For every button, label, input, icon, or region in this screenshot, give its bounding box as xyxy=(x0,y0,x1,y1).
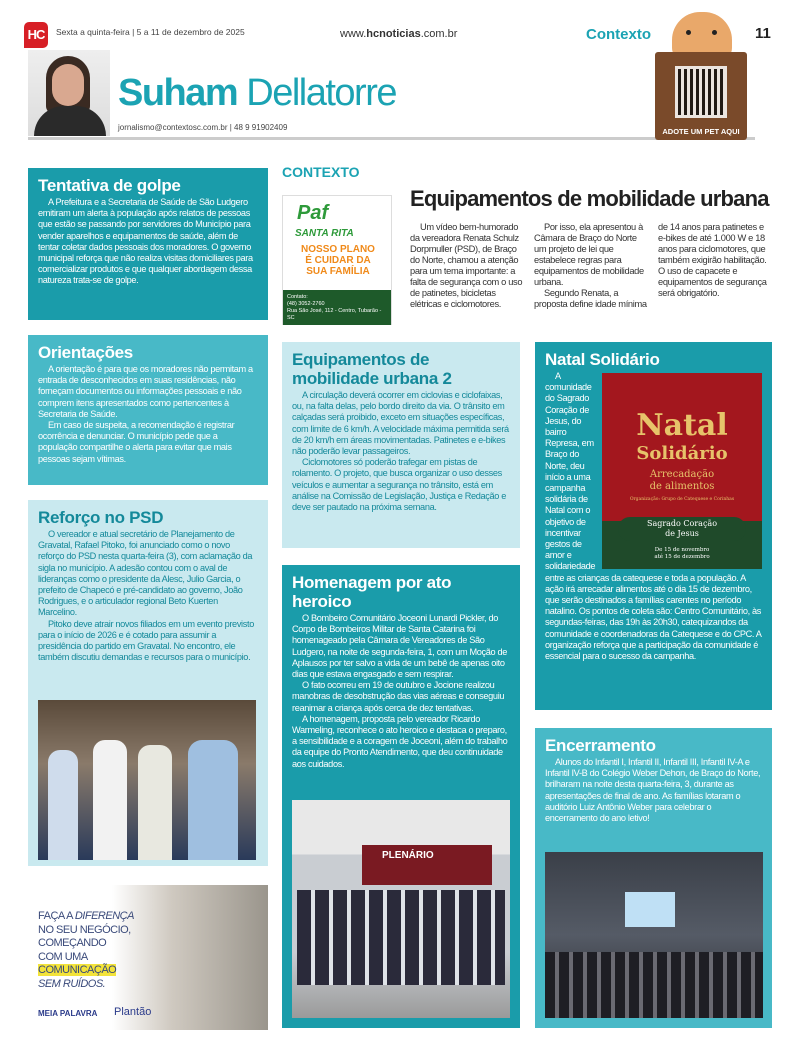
section-title: Contexto xyxy=(586,26,651,43)
article-orientacoes xyxy=(28,335,268,485)
encerramento-photo xyxy=(545,852,763,1018)
article-paragraph: Em caso de suspeita, a recomendação é registrar ocorrência e denunciar. O município pede que a população compartilhe o alerta para evitar que mais pessoas sejam vítimas. xyxy=(38,420,235,464)
article-paragraph: A orientação é para que os moradores não permitam a entrada de desconhecidos em suas residências, não forneçam documentos ou informações pessoais e não comprem itens apresentados como pertencentes à Secretaria de Saúde. xyxy=(38,364,253,419)
qr-code-icon[interactable] xyxy=(675,66,727,118)
article-title: Encerramento xyxy=(545,736,656,755)
paf-contact: Contato: (48) 3052-2760 Rua São José, 112 - Centro, Tubarão - SC xyxy=(283,290,391,325)
site-url[interactable] xyxy=(340,28,457,40)
paf-brand: Paf xyxy=(297,202,329,224)
columnist-name xyxy=(118,72,396,114)
article-paragraph: A circulação deverá ocorrer em ciclovias e ciclofaixas, ou, na falta delas, pelo bordo direito da via. O trânsito em calçadas será proibido, exceto em situações específicas, com limite de 6 km/h. A velocidade máxima permitida será de 20 km/h em áreas movimentadas. Patinetes e e-bikes não poderão levar passageiros. xyxy=(292,390,509,457)
article-paragraph: A comunidade do Sagrado Coração de Jesus, do bairro Represa, em Braço do Norte, deu início a uma campanha solidária de Natal com o objetivo de incentivar gestos de amor e solidariedade entre as crianças da catequese e toda a população. A ação irá arrecadar alimentos até o dia 15 de dezembro, que serão destinados a famílias carentes no período natalino. Os pontos de coleta são: Centro Comunitário, às segundas-feiras, das 19h às 20h30, catequizandos da comunidade e coordenadoras da Catequese e do CPC. A organização reforça que a participação da comunidade é essencial para o sucesso da campanha. xyxy=(545,371,762,662)
article-paragraph: A homenagem, proposta pelo vereador Ricardo Warmeling, reconhece o ato heroico e destaca o preparo, a sensibilidade e a coragem de Joceoni, além do trabalho da equipe do Pronto Atendimento, que deu continuidade aos cuidados. xyxy=(292,713,508,769)
natal-solidario-poster: Natal Solidário Arrecadação de alimentos Organização: Grupo de Catequese e Corinhas Sagrado Coração de Jesus De 15 de novembro até 15 de dezembro xyxy=(602,373,762,569)
article-mobilidade-2 xyxy=(282,342,520,548)
ad-brand-plantao: Plantão xyxy=(114,1006,152,1018)
article-paragraph: Alunos do Infantil I, Infantil II, Infantil III, Infantil IV-A e Infantil IV-B do Colégio Weber Dehon, de Braço do Norte, brilharam na noite desta quarta-feira, 3, durante as apresentações de final de ano. As famílias lotaram o auditório Luiz Antônio Weber para celebrar o encerramento do ano letivo! xyxy=(545,757,761,824)
article-paragraph: A Prefeitura e a Secretaria de Saúde de São Ludgero emitiram um alerta à população após relatos de pessoas que estão se passando por servidores do Município para vender aparelhos e equipamentos de saúde, além de tentar coletar dados pessoais dos moradores. O governo municipal reforça que não realiza visitas domiciliares para comercializar produtos e que qualquer abordagem dessa natureza trata-se de golpe. xyxy=(38,197,253,286)
main-article-body xyxy=(410,222,772,310)
site-prefix: www. xyxy=(340,28,367,40)
edition-date: Sexta a quinta-feira | 5 a 11 de dezembro de 2025 xyxy=(56,27,245,37)
hc-logo: HC xyxy=(24,22,48,48)
article-tentativa-golpe xyxy=(28,168,268,320)
site-name: hcnoticias xyxy=(366,28,421,40)
article-title: Equipamentos de mobilidade urbana 2 xyxy=(292,350,452,388)
contexto-label: CONTEXTO xyxy=(282,164,360,180)
reforco-psd-photo xyxy=(38,700,256,860)
article-paragraph: O Bombeiro Comunitário Joceoni Lunardi Pickler, do Corpo de Bombeiros Militar de Santa Catarina foi homenageado pela Câmara de Vereadores de São Ludgero, na noite de segunda-feira, 1, com um Moção de Aplausos por ter salvo a vida de um bebê de apenas oito dias que estava engasgado e sem respirar. xyxy=(292,613,508,680)
columnist-contact: jornalismo@contextosc.com.br | 48 9 91902409 xyxy=(118,123,288,132)
ad-slogan: FAÇA A DIFERENÇA NO SEU NEGÓCIO, COMEÇANDO COM UMA COMUNICAÇÃO SEM RUÍDOS. xyxy=(38,910,134,990)
columnist-photo xyxy=(28,50,110,136)
article-title: Tentativa de golpe xyxy=(38,176,181,195)
site-suffix: .com.br xyxy=(420,28,458,40)
article-paragraph: Pitoko deve atrair novos filiados em um evento previsto para o início de 2026 e é cotado para assumir a presidência do partido em Gravatal. No encontro, ele também discutiu demandas e recursos para o município. xyxy=(38,618,254,663)
paf-name: SANTA RITA xyxy=(295,228,354,239)
plenario-sign: PLENÁRIO xyxy=(382,850,434,861)
pet-ad-label: ADOTE UM PET AQUI xyxy=(662,127,740,136)
article-paragraph: O vereador e atual secretário de Planejamento de Gravatal, Rafael Pitoko, foi anunciado como o novo reforço do PSD nesta quarta-feira (3), com aclamação da sigla no município. A adesão contou com o aval de lideranças como o presidente da Alesc, Julio Garcia, o prefeito de Chapecó e pré-candidato ao governo, João Rodrigues, e o articulador regional Beto Kuerten Marcelino. xyxy=(38,529,253,618)
main-headline: Equipamentos de mobilidade urbana xyxy=(410,186,769,211)
paf-santa-rita-ad[interactable] xyxy=(282,195,392,325)
page-number: 11 xyxy=(755,25,771,42)
article-paragraph: Por isso, ela apresentou à Câmara de Braço do Norte um projeto de lei que estabelece regras para equipamentos de mobilidade urbana. xyxy=(534,222,644,287)
article-title: Reforço no PSD xyxy=(38,508,164,527)
article-title: Homenagem por ato heroico xyxy=(292,573,452,611)
article-paragraph: O fato ocorreu em 19 de outubro e Jocione realizou manobras de desobstrução das vias aéreas e conseguiu reanimar a criança após cerca de dez tentativas. xyxy=(292,680,505,713)
article-paragraph: Ciclomotores só poderão trafegar em pistas de rolamento. O projeto, que busca organizar o uso desses veículos e aumentar a segurança no trânsito, está em análise na Comissão de Legislação, Justiça e Redação e deve ser pautado na próxima semana. xyxy=(292,457,506,513)
article-title: Natal Solidário xyxy=(545,350,660,369)
columnist-last-name: Dellatorre xyxy=(246,72,396,114)
ad-brand-meia-palavra: MEIA PALAVRA xyxy=(38,1009,98,1018)
article-paragraph: Um vídeo bem-humorado da vereadora Renata Schulz Dorpmuller (PSD), de Braço do Norte, chamou a atenção para um tema importante: a falta de segurança com o uso de patinetes, bicicletas elétricas e ciclomotores. xyxy=(410,222,523,309)
paf-slogan: NOSSO PLANO É CUIDAR DA SUA FAMÍLIA xyxy=(301,244,375,277)
article-paragraph: Segundo Renata, a proposta define idade mínima de 14 anos para patinetes e e-bikes de até 1.000 W e 18 anos para ciclomotores, que também exigirão habilitação. O uso de capacete e equipamentos de segurança será obrigatório. xyxy=(534,222,767,309)
header-divider xyxy=(28,137,755,140)
homenagem-photo xyxy=(292,800,510,1018)
columnist-first-name: Suham xyxy=(118,72,238,114)
article-title: Orientações xyxy=(38,343,133,362)
article-natal-solidario xyxy=(535,342,772,710)
meia-palavra-ad[interactable] xyxy=(28,885,268,1030)
